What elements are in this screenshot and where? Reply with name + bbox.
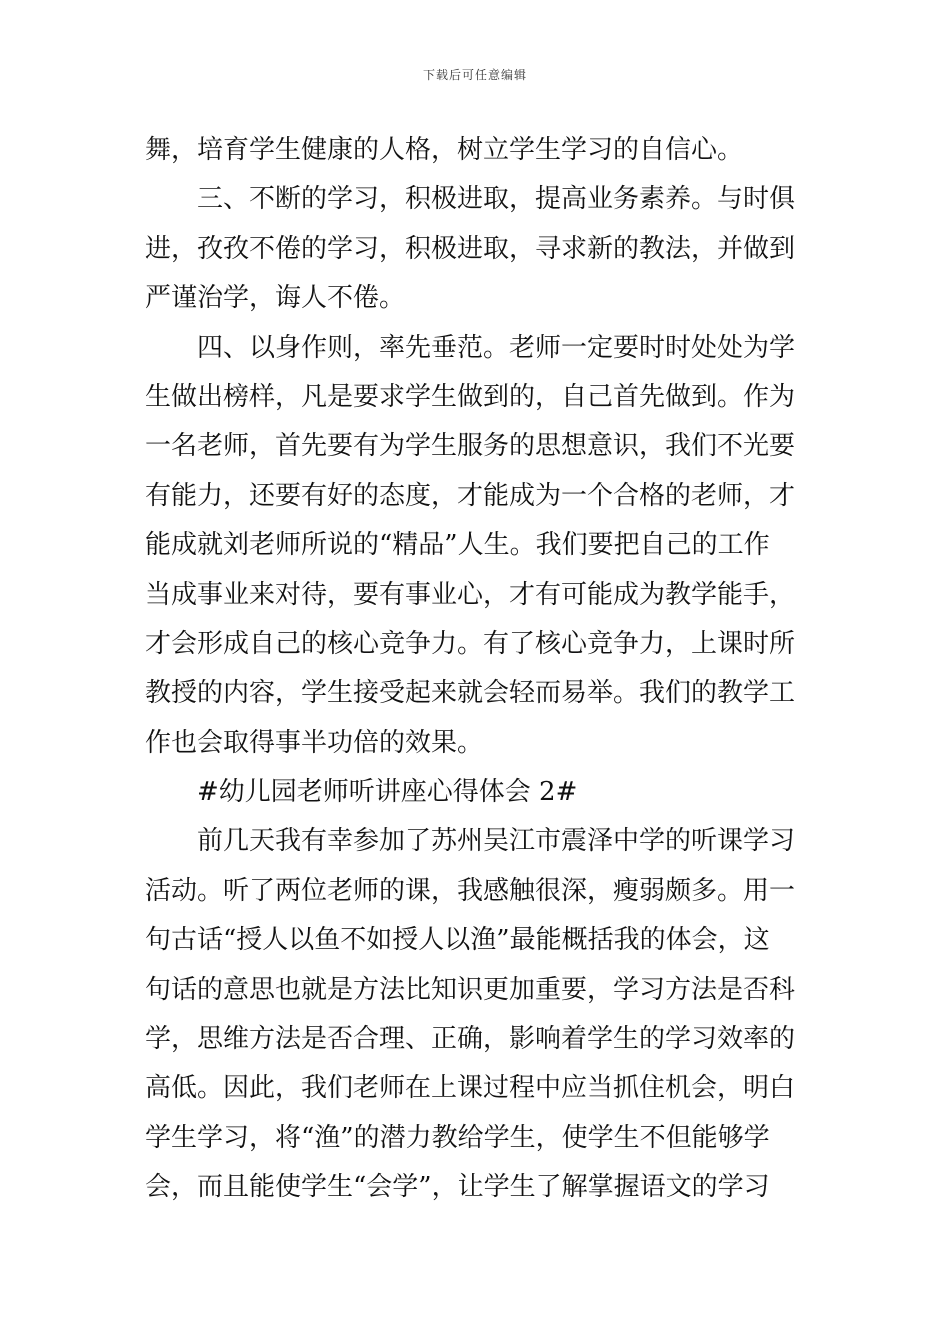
text-line: 舞，培育学生健康的人格，树立学生学习的自信心。 xyxy=(145,135,744,165)
text-line: 一名老师，首先要有为学生服务的思想意识，我们不光要 xyxy=(145,431,796,462)
text-line: 有能力，还要有好的态度，才能成为一个合格的老师，才 xyxy=(145,480,796,511)
text-line: 会，而且能使学生“会学”，让学生了解掌握语文的学习 xyxy=(145,1172,770,1203)
text-line: 当成事业来对待，要有事业心，才有可能成为教学能手， xyxy=(145,579,796,610)
text-line: 作也会取得事半功倍的效果。 xyxy=(145,727,484,758)
text-line: 严谨治学，诲人不倦。 xyxy=(145,283,406,314)
text-line: 活动。听了两位老师的课，我感触很深，瘦弱颇多。用一 xyxy=(145,875,796,906)
page-header-note: 下载后可任意编辑 xyxy=(422,68,527,82)
text-line: 学，思维方法是否合理、正确，影响着学生的学习效率的 xyxy=(145,1024,796,1055)
text-line: 进，孜孜不倦的学习，积极进取，寻求新的教法，并做到 xyxy=(145,233,796,264)
text-line: 生做出榜样，凡是要求学生做到的，自己首先做到。作为 xyxy=(145,381,796,412)
text-line: 教授的内容，学生接受起来就会轻而易举。我们的教学工 xyxy=(145,678,796,709)
text-line: #幼儿园老师听讲座心得体会 2# xyxy=(197,777,578,808)
text-line: 句古话“授人以鱼不如授人以渔”最能概括我的体会，这 xyxy=(145,925,770,956)
text-line: 才会形成自己的核心竞争力。有了核心竞争力，上课时所 xyxy=(145,628,796,659)
text-line: 前几天我有幸参加了苏州吴江市震泽中学的听课学习 xyxy=(197,826,796,857)
text-line: 句话的意思也就是方法比知识更加重要，学习方法是否科 xyxy=(145,974,796,1005)
text-line: 三、不断的学习，积极进取，提高业务素养。与时俱 xyxy=(197,184,796,215)
text-line: 学生学习，将“渔”的潜力教给学生，使学生不但能够学 xyxy=(145,1122,770,1153)
text-line: 高低。因此，我们老师在上课过程中应当抓住机会，明白 xyxy=(145,1073,796,1104)
document-body xyxy=(145,126,805,1213)
text-line: 四、以身作则，率先垂范。老师一定要时时处处为学 xyxy=(197,332,796,363)
text-line: 能成就刘老师所说的“精品”人生。我们要把自己的工作 xyxy=(145,530,770,561)
